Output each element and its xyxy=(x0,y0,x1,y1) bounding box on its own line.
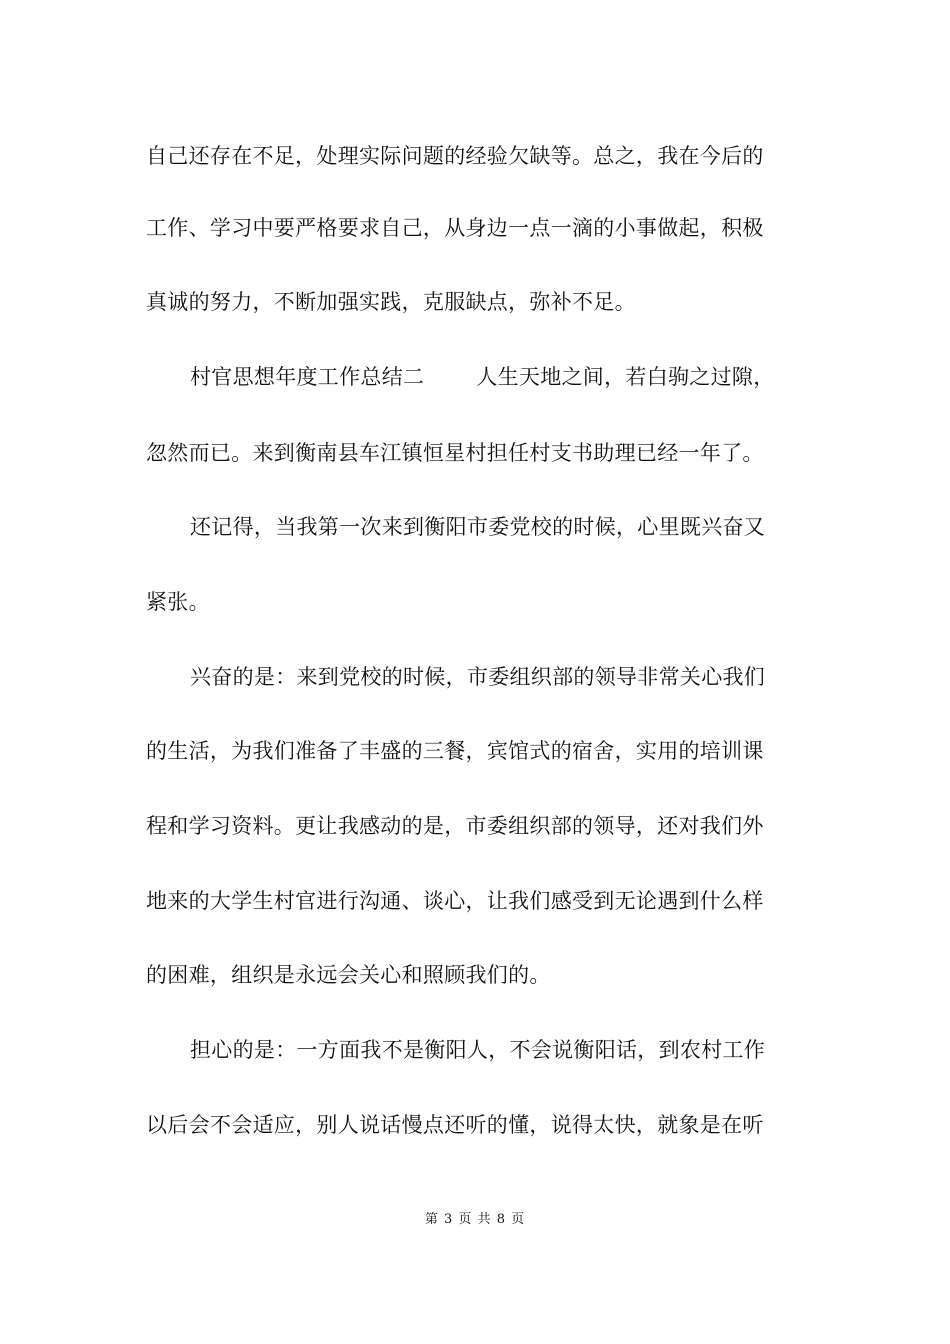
text-line: 程和学习资料。更让我感动的是，市委组织部的领导，还对我们外 xyxy=(146,814,764,838)
text-line: 忽然而已。来到衡南县车江镇恒星村担任村支书助理已经一年了。 xyxy=(146,441,764,465)
text-line: 工作、学习中要严格要求自己，从身边一点一滴的小事做起，积极 xyxy=(146,216,764,240)
page-number-footer: 第 3 页 共 8 页 xyxy=(424,1212,526,1227)
text-line: 真诚的努力，不断加强实践，克服缺点，弥补不足。 xyxy=(146,290,636,314)
text-line: 的生活，为我们准备了丰盛的三餐，宾馆式的宿舍，实用的培训课 xyxy=(146,739,764,763)
text-line: 的困难，组织是永远会关心和照顾我们的。 xyxy=(146,963,551,987)
text-line: 人生天地之间，若白驹之过隙， xyxy=(476,365,775,389)
section-heading: 村官思想年度工作总结二 xyxy=(190,365,425,389)
text-line: 地来的大学生村官进行沟通、谈心，让我们感受到无论遇到什么样 xyxy=(146,889,764,913)
text-line: 以后会不会适应，别人说话慢点还听的懂，说得太快，就象是在听 xyxy=(146,1113,764,1137)
text-line: 兴奋的是：来到党校的时候，市委组织部的领导非常关心我们 xyxy=(190,665,766,689)
section-heading-line xyxy=(190,364,775,390)
text-line: 紧张。 xyxy=(146,590,210,614)
text-line: 担心的是：一方面我不是衡阳人，不会说衡阳话，到农村工作 xyxy=(190,1038,766,1062)
text-line: 还记得，当我第一次来到衡阳市委党校的时候，心里既兴奋又 xyxy=(190,515,766,539)
text-line: 自己还存在不足，处理实际问题的经验欠缺等。总之，我在今后的 xyxy=(146,144,764,168)
